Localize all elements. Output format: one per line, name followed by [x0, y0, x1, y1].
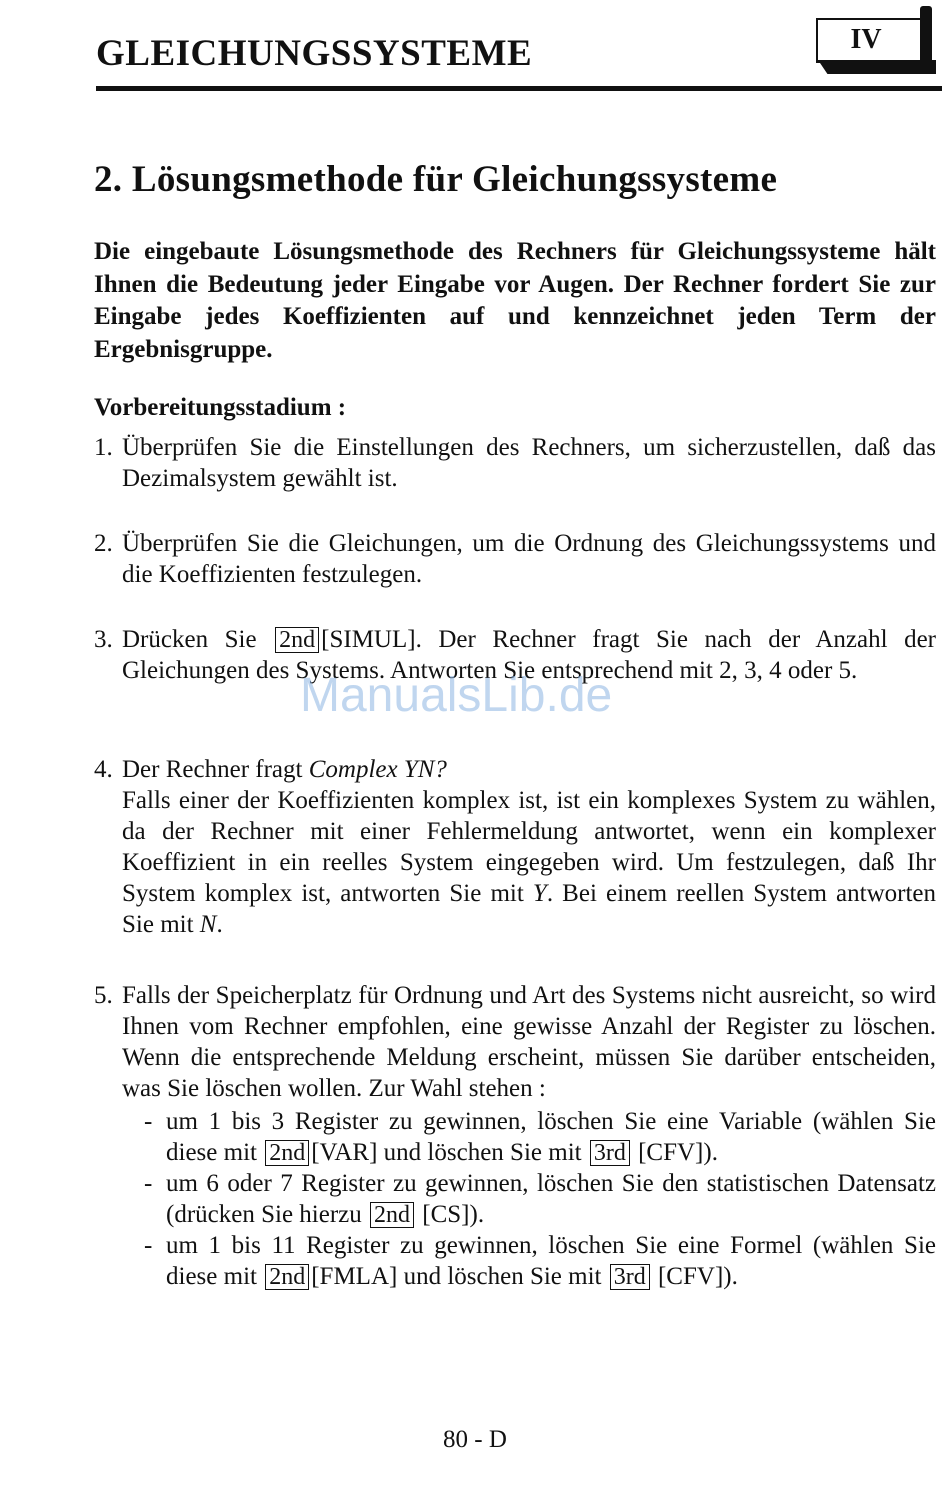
- option-list: [122, 1106, 936, 1292]
- header-rule: [96, 86, 942, 91]
- step-2: [94, 528, 936, 590]
- step-number: 2.: [94, 530, 113, 557]
- option-pre: um 6 oder 7 Register zu gewinnen, löschen Sie den statistischen Datensatz (drücken Sie hierzu: [166, 1170, 936, 1228]
- step-text: Überprüfen Sie die Gleichungen, um die Ordnung des Gleichungssystems und die Koeffizienten festzulegen.: [122, 530, 936, 588]
- step-5-text: Falls der Speicherplatz für Ordnung und Art des Systems nicht ausreicht, so wird Ihnen vom Rechner empfohlen, eine gewisse Anzahl der Register zu löschen. Wenn die entsprechende Meldung erscheint, müssen Sie darüber entscheiden, was Sie löschen wollen. Zur Wahl stehen :: [122, 982, 936, 1102]
- option-dash: -: [144, 1170, 153, 1197]
- chapter-tab-wedge: [818, 60, 936, 74]
- answer-no: N: [199, 911, 217, 938]
- option-item: [144, 1230, 936, 1292]
- option-post: [CFV]).: [638, 1139, 718, 1166]
- chapter-tab-label: IV: [850, 24, 882, 55]
- subheading: Vorbereitungsstadium :: [94, 394, 347, 421]
- step-text: [122, 754, 936, 940]
- step-body-a: Falls einer der Koeffizienten komplex ist, ist ein komplexes System zu wählen, da der Rechner mit einer Fehlermeldung antwortet, wenn ein komplexer Koeffizient in ein reelles System eingegeben wird. Um festzulegen, daß Ihr System komplex ist, antworten Sie mit: [122, 787, 936, 907]
- key-2nd: 2nd: [265, 1264, 309, 1290]
- option-mid: [FMLA] und löschen Sie mit: [311, 1263, 602, 1290]
- option-pre: um 1 bis 3 Register zu gewinnen, löschen Sie eine Variable (wählen Sie diese mit: [166, 1108, 936, 1166]
- step-text: Überprüfen Sie die Einstellungen des Rechners, um sicherzustellen, daß das Dezimalsystem gewählt ist.: [122, 434, 936, 492]
- option-item: [144, 1168, 936, 1230]
- step-1: [94, 432, 936, 494]
- step-number: 3.: [94, 626, 113, 653]
- option-item: [144, 1106, 936, 1168]
- step-text-pre: Der Rechner fragt: [122, 756, 303, 783]
- intro-paragraph: Die eingebaute Lösungsmethode des Rechners für Gleichungssysteme hält Ihnen die Bedeutung jeder Eingabe vor Augen. Der Rechner fordert Sie zur Eingabe jedes Koeffizienten auf und kennzeichnet jeden Term der Ergebnisgruppe.: [94, 238, 936, 363]
- option-mid: [VAR] und löschen Sie mit: [311, 1139, 582, 1166]
- key-2nd: 2nd: [275, 627, 319, 653]
- key-2nd: 2nd: [265, 1140, 309, 1166]
- key-3rd: 3rd: [590, 1140, 630, 1166]
- option-post: [CS]).: [422, 1201, 485, 1228]
- watermark: ManualsLib.de: [300, 669, 613, 722]
- option-dash: -: [144, 1108, 153, 1135]
- chapter-tab: [816, 18, 922, 63]
- step-text-pre: Drücken Sie: [122, 626, 257, 653]
- page-number: 80 - D: [443, 1426, 507, 1453]
- option-dash: -: [144, 1232, 153, 1259]
- step-4: [94, 754, 936, 940]
- step-body-b: . Bei einem reellen System antworten Sie mit: [122, 880, 937, 938]
- chapter-title: GLEICHUNGSSYSTEME: [96, 33, 533, 74]
- answer-yes: Y: [532, 880, 547, 907]
- page-header: [96, 18, 942, 96]
- step-text: [122, 980, 936, 1292]
- step-text-post: [SIMUL]. Der Rechner fragt Sie nach der Anzahl der Gleichungen des Systems. Antworten Sie entsprechend mit 2, 3, 4 oder 5.: [122, 626, 936, 684]
- section-title: 2. Lösungsmethode für Gleichungssysteme: [94, 159, 778, 200]
- step-number: 1.: [94, 434, 113, 461]
- step-number: 4.: [94, 756, 113, 783]
- step-5: [94, 980, 936, 1292]
- prompt-text: Complex YN?: [308, 756, 447, 783]
- key-3rd: 3rd: [610, 1264, 650, 1290]
- step-end: .: [216, 911, 223, 938]
- option-pre: um 1 bis 11 Register zu gewinnen, löschen Sie eine Formel (wählen Sie diese mit: [166, 1232, 936, 1290]
- step-number: 5.: [94, 982, 113, 1009]
- option-post: [CFV]).: [657, 1263, 738, 1290]
- key-2nd: 2nd: [370, 1202, 414, 1228]
